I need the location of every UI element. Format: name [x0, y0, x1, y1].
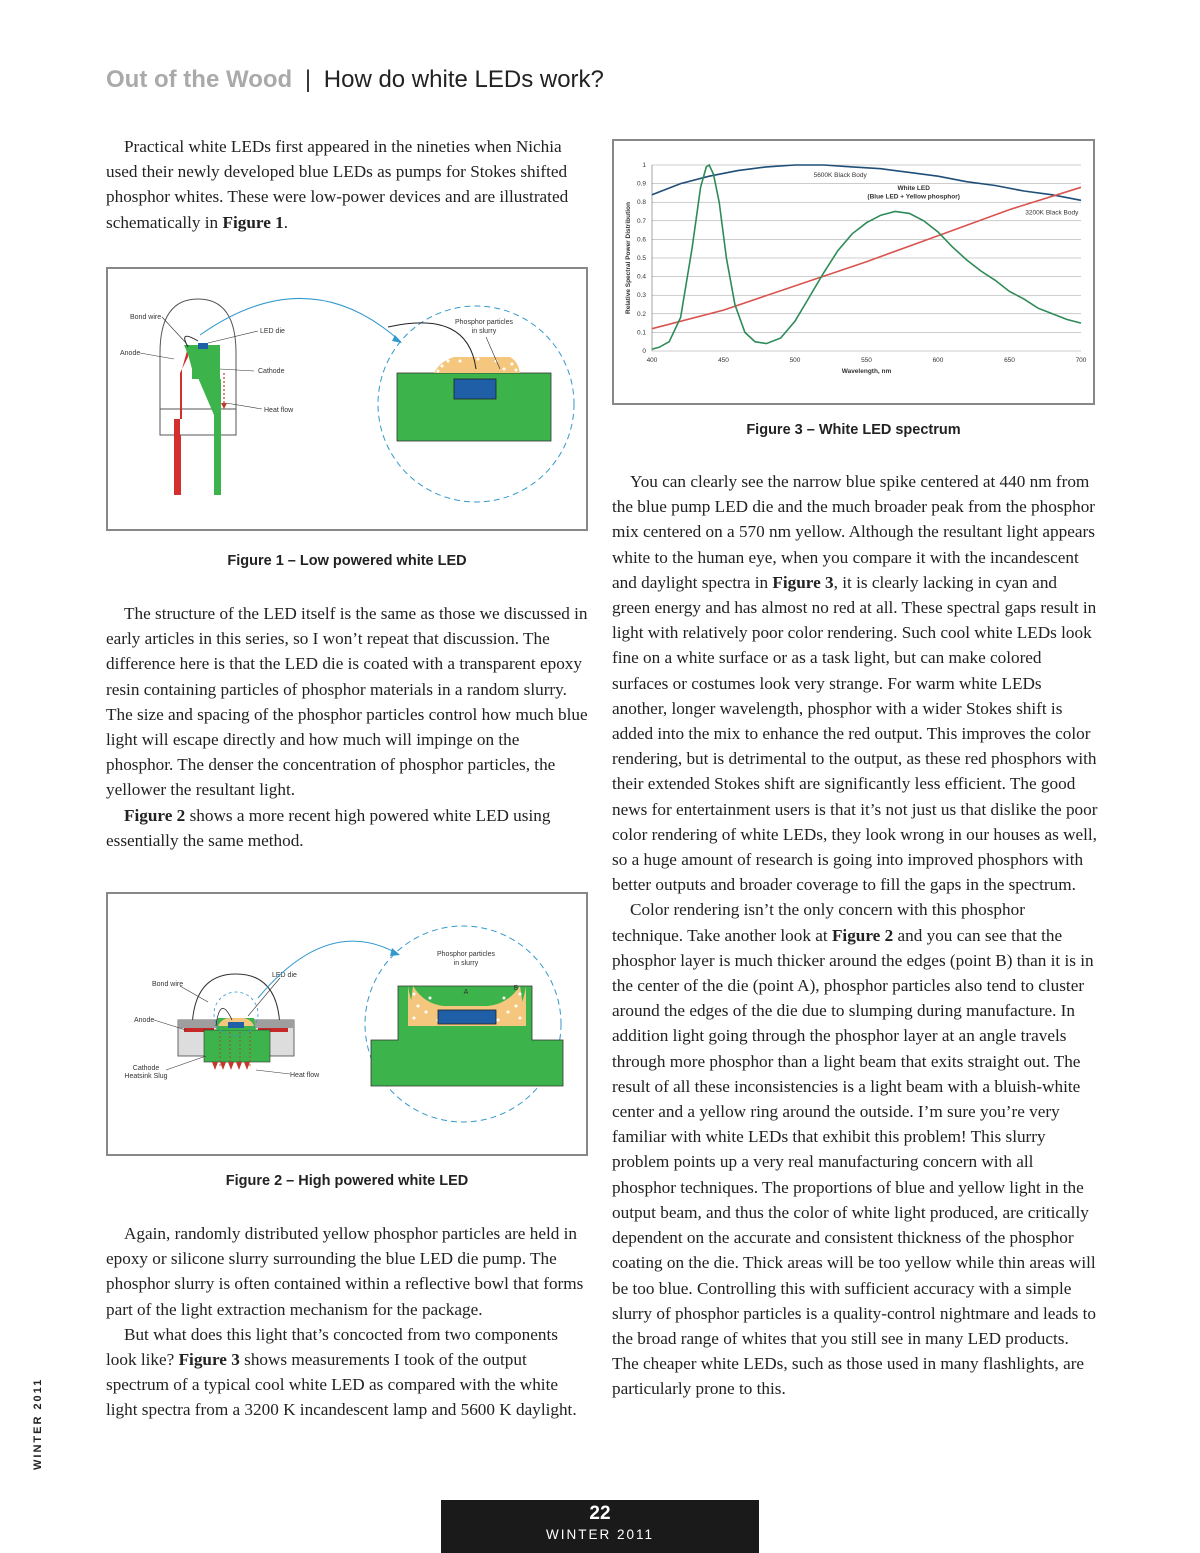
- paragraph: You can clearly see the narrow blue spike centered at 440 nm from the blue pump LED die and the much broader peak from the phosphor mix centered on a 570 nm yellow. Although the resultant light appears white to the human eye, when you compare it with the incandescent and daylight spectra in Figure 3, it is clearly lacking in cyan and green energy and has almost no red at all. These spectral gaps result in light with relatively poor color rendering. Such cool white LEDs look fine on a white surface or as a task light, but can make colored surfaces or costumes look very strange. For warm white LEDs another, longer wavelength, phosphor with a wider Stokes shift is added into the mix to enhance the red output. This improves the color rendering, but is detrimental to the output, as these red phosphors with their extended Stokes shift are significantly less efficient. The good news for entertainment users is that it’s not just us that dislike the poor color rendering of white LEDs, they look wrong in our houses as well, so a huge amount of research is going into improved phosphors with better outputs and broader coverage to fill the gaps in the spectrum.: [612, 472, 1098, 895]
- x-tick-label: 600: [932, 357, 944, 364]
- label-cathode: Cathode: [258, 368, 285, 375]
- figure-2-diagram: [108, 894, 586, 1154]
- y-tick-label: 0.6: [636, 236, 646, 244]
- y-tick-label: 0.2: [636, 310, 646, 318]
- figure-1: [106, 267, 588, 531]
- y-tick-label: 0.1: [636, 329, 646, 337]
- x-tick-label: 500: [789, 357, 801, 364]
- annotation-white-led-sub: (Blue LED + Yellow phosphor): [867, 193, 960, 201]
- page-header: [106, 66, 604, 94]
- y-tick-label: 0.8: [636, 199, 646, 207]
- y-tick-label: 0.4: [636, 273, 646, 281]
- edition-label: WINTER 2011: [545, 1527, 655, 1542]
- label-led-die: LED die: [260, 328, 285, 335]
- annotation-3200k: 3200K Black Body: [1025, 209, 1079, 217]
- label-cathode: Cathode: [132, 1065, 160, 1072]
- left-text-3: [106, 1221, 588, 1423]
- figure-2-caption: Figure 2 – High powered white LED: [225, 1173, 469, 1189]
- label-led-die: LED die: [272, 972, 297, 979]
- header-separator: |: [304, 66, 312, 93]
- left-text-1: [106, 134, 588, 235]
- paragraph: Again, randomly distributed yellow phosphor particles are held in epoxy or silicone slurry surrounding the blue LED die pump. The phosphor slurry is often contained within a reflective bowl that forms part of the light extraction mechanism for the package.: [106, 1224, 584, 1319]
- label-heatsink-slug: Heatsink Slug: [124, 1073, 168, 1080]
- left-text-2: [106, 601, 588, 853]
- figure-2: [106, 892, 588, 1156]
- x-tick-label: 700: [1075, 357, 1087, 364]
- label-bond-wire: Bond wire: [130, 314, 162, 321]
- side-edition-label: WINTER 2011: [32, 1377, 44, 1470]
- label-point-a: A: [463, 989, 469, 996]
- label-anode: Anode: [120, 350, 141, 357]
- x-axis-label: Wavelength, nm: [841, 368, 892, 375]
- y-axis-label: Relative Spectral Power Distribution: [625, 202, 632, 314]
- x-tick-label: 650: [1004, 357, 1015, 364]
- x-tick-label: 400: [646, 357, 658, 364]
- right-text: [612, 469, 1098, 1402]
- label-bond-wire: Bond wire: [152, 981, 184, 988]
- page-footer: [441, 1500, 759, 1553]
- figure-1-caption: Figure 1 – Low powered white LED: [227, 553, 467, 569]
- y-tick-label: 0.7: [636, 217, 646, 225]
- y-tick-label: 0.9: [636, 180, 646, 188]
- figure-3: [612, 139, 1095, 405]
- label-phosphor-1: Phosphor particles: [437, 951, 495, 958]
- paragraph: Color rendering isn’t the only concern with this phosphor technique. Take another look at Figure 2 and you can see that the phosphor layer is much thicker around the edges (point B) than it is in the center of the die (point A), phosphor particles also tend to cluster around the edges of the die due to slumping during manufacture. In addition light going through the phosphor layer at an angle travels through more phosphor than a light beam that exits straight out. The result of all these inconsistencies is a light beam with a bluish-white center and a yellow ring around the outside. I’m sure you’re very familiar with white LEDs that exhibit this problem! This slurry problem points up a very real manufacturing concern with all phosphor techniques. The proportions of blue and yellow light in the output beam, and thus the color of white light produced, are critically dependent on the accurate and consistent thickness of the phosphor coating on the die. Thick areas will be too yellow while thin areas will be too blue. Controlling this with sufficient accuracy with a simple slurry of phosphor particles is a quality-control nightmare and leads to the broad range of whites that you still see in many LED products. The cheaper white LEDs, such as those used in many flashlights, are particularly prone to this.: [612, 900, 1096, 1399]
- y-tick-label: 0.3: [636, 292, 646, 300]
- figure-3-caption: Figure 3 – White LED spectrum: [746, 422, 961, 438]
- paragraph: The structure of the LED itself is the same as those we discussed in early articles in this series, so I won’t repeat that discussion. The difference here is that the LED die is coated with a transparent epoxy resin containing particles of phosphor materials in a random slurry. The size and spacing of the phosphor particles control how much blue light will escape directly and how much will impinge on the phosphor. The denser the concentration of phosphor particles, the yellower the resultant light.: [106, 604, 588, 800]
- label-phosphor-2: in slurry: [453, 960, 479, 967]
- label-phosphor-2: in slurry: [471, 328, 497, 335]
- label-heat-flow: Heat flow: [290, 1072, 320, 1079]
- annotation-5600k: 5600K Black Body: [813, 172, 867, 180]
- x-tick-label: 450: [718, 357, 729, 364]
- x-tick-label: 550: [861, 357, 872, 364]
- y-tick-label: 1: [642, 162, 646, 169]
- paragraph: Practical white LEDs first appeared in the nineties when Nichia used their newly developed blue LEDs as pumps for Stokes shifted phosphor whites. These were low-power devices and are illustrated schematically in Figure 1.: [106, 137, 569, 232]
- annotation-white-led: White LED: [897, 185, 930, 193]
- y-tick-label: 0: [642, 348, 646, 355]
- y-tick-label: 0.5: [636, 255, 646, 262]
- article-title: How do white LEDs work?: [323, 66, 604, 93]
- label-anode: Anode: [134, 1017, 155, 1024]
- label-point-b: B: [513, 985, 519, 992]
- paragraph: Figure 2 shows a more recent high powered white LED using essentially the same method.: [106, 805, 551, 850]
- label-heat-flow: Heat flow: [264, 407, 294, 414]
- page-number: 22: [589, 1503, 611, 1524]
- series-title: Out of the Wood: [106, 66, 293, 93]
- label-phosphor-1: Phosphor particles: [455, 319, 513, 326]
- spectrum-chart: [614, 141, 1093, 403]
- paragraph: But what does this light that’s concocted from two components look like? Figure 3 shows measurements I took of the output spectrum of a typical cool white LED as compared with the white light spectra from a 3200 K incandescent lamp and 5600 K daylight.: [106, 1324, 577, 1420]
- figure-1-diagram: [108, 269, 586, 529]
